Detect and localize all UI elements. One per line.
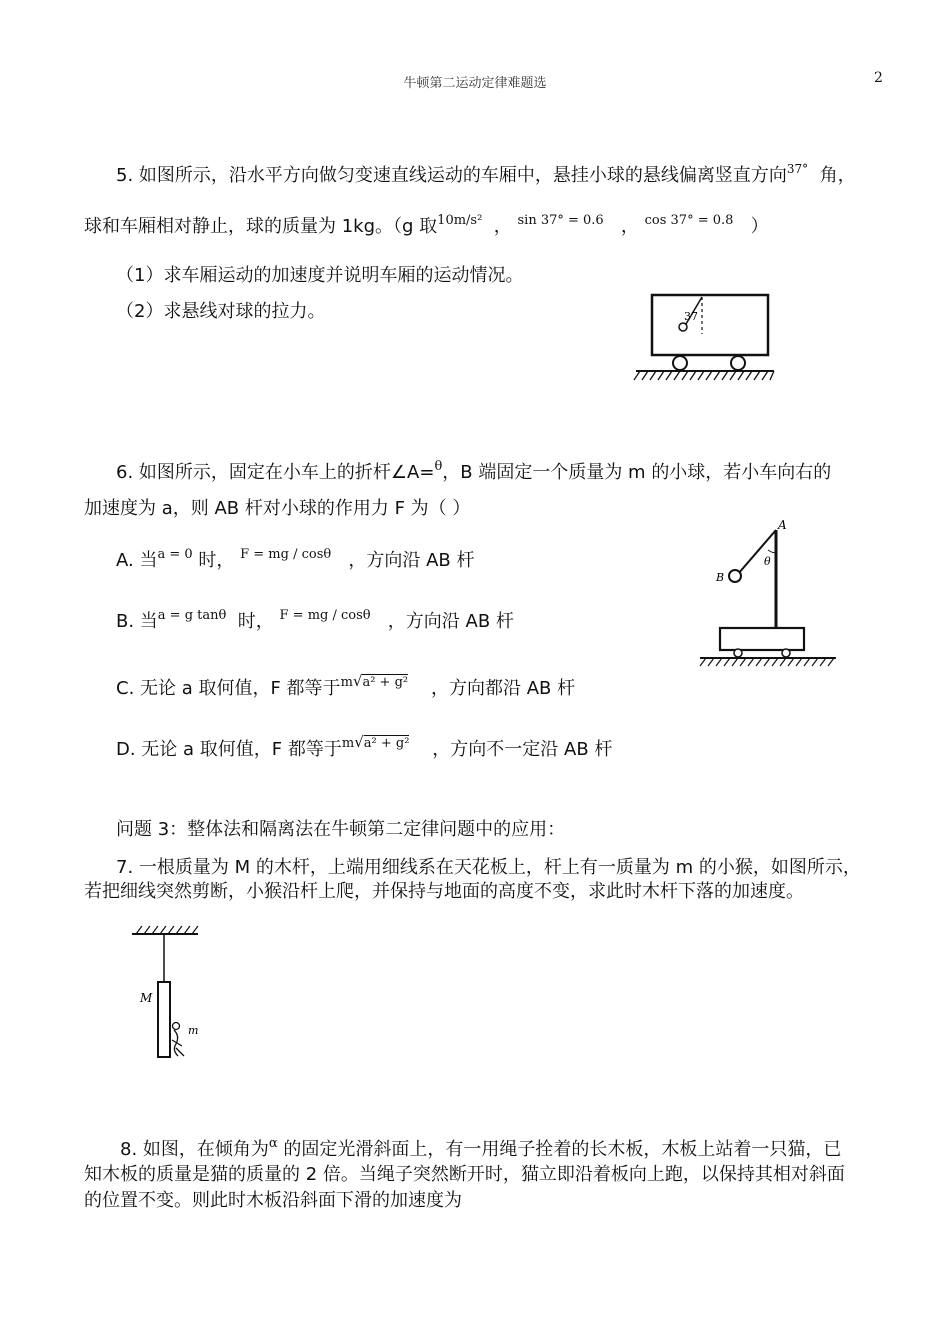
q6-optA-when: 时， [198,550,235,571]
q6-optD-root: a² + g² [363,736,410,751]
q6-optD-direction: ，方向不一定沿 AB 杆 [432,739,613,760]
q6-optC-m: m [340,675,353,690]
q6-optC-direction: ，方向都沿 AB 杆 [431,678,576,699]
q6-optC-label: C. 无论 a 取何值，F 都等于 [116,678,341,699]
q6-fig-theta: θ [764,555,771,568]
q6-optD-label: D. 无论 a 取何值，F 都等于 [116,739,342,760]
q6-optC-sqrt-sign: √ [352,672,363,690]
q5-line2 [84,215,769,241]
q5-line1-text: 5. 如图所示，沿水平方向做匀变速直线运动的车厢中，悬挂小球的悬线偏离竖直方向 [116,165,787,186]
q5-carriage-figure [634,292,794,387]
q6-line1-end: ，B 端固定一个质量为 m 的小球，若小车向右的 [442,462,832,483]
q6-theta: θ [434,459,443,474]
q6-optA-cond: a = 0 [157,547,193,562]
q7-line1: 7. 一根质量为 M 的木杆，上端用细线系在天花板上，杆上有一质量为 m 的小猴，如图所示， [116,857,861,878]
q5-sub1: （1）求车厢运动的加速度并说明车厢的运动情况。 [116,265,524,286]
q5-line1-end: 角， [819,165,856,186]
q8-alpha: α [268,1136,278,1151]
q6-fig-label-b: B [716,571,725,584]
q5-fig-angle: 37 [684,310,698,323]
q6-optD-m: m [341,736,355,751]
q6-optB-cond: a = g tanθ [157,608,227,623]
q8-line1-text: 8. 如图，在倾角为 [120,1139,269,1160]
q6-option-c [116,672,576,703]
q5-cos: cos 37° = 0.8 [644,213,734,228]
q5-sep1: ， [493,216,512,237]
q5-angle: 37° [786,162,809,176]
q6-optB-formula: F = mg / cosθ [279,608,371,623]
page-header-title: 牛顿第二运动定律难题选 [403,76,547,91]
section3-title: 问题 3：整体法和隔离法在牛顿第二定律问题中的应用： [116,819,566,840]
q7-fig-label-m: m [188,1024,199,1037]
q6-option-a [116,549,474,575]
q6-optA-label: A. 当 [116,550,158,571]
q8-line2: 知木板的质量是猫的质量的 2 倍。当绳子突然断开时，猫立即沿着板向上跑，以保持其相对斜面 [84,1164,845,1185]
q5-line2-text: 球和车厢相对静止，球的质量为 1kg。（g 取 [84,216,438,237]
q5-g-value: 10m/s² [437,213,483,228]
q6-line1-text: 6. 如图所示，固定在小车上的折杆∠A= [116,462,435,483]
q7-pole-figure [128,922,208,1062]
q6-cart-figure [698,520,848,670]
q6-option-d [116,733,613,764]
q6-optC-root: a² + g² [362,675,409,690]
q5-sub2: （2）求悬线对球的拉力。 [116,301,326,322]
q6-option-b [116,610,514,636]
q8-line1-end: 的固定光滑斜面上，有一用绳子拴着的长木板，木板上站着一只猫，已 [283,1139,842,1160]
q6-fig-label-a: A [778,518,787,532]
q5-end: ） [750,216,769,237]
q6-optA-direction: ，方向沿 AB 杆 [348,550,475,571]
q6-optA-formula: F = mg / cosθ [240,547,332,562]
q5-sep2: ， [620,216,639,237]
q8-line3: 的位置不变。则此时木板沿斜面下滑的加速度为 [84,1190,462,1211]
q5-line1 [116,164,856,189]
q6-optB-label: B. 当 [116,611,158,632]
q6-optB-direction: ，方向沿 AB 杆 [387,611,514,632]
q6-line1 [116,461,831,487]
q6-line2: 加速度为 a，则 AB 杆对小球的作用力 F 为（ ） [84,498,471,519]
q7-line2: 若把细线突然剪断，小猴沿杆上爬，并保持与地面的高度不变，求此时木杆下落的加速度。 [84,881,804,902]
q7-fig-label-M: M [140,991,153,1005]
q6-optB-when: 时， [237,611,274,632]
q5-sin: sin 37° = 0.6 [517,213,604,228]
page-number: 2 [874,70,883,86]
q8-line1 [120,1138,841,1164]
q6-optD-sqrt-sign: √ [354,733,364,751]
